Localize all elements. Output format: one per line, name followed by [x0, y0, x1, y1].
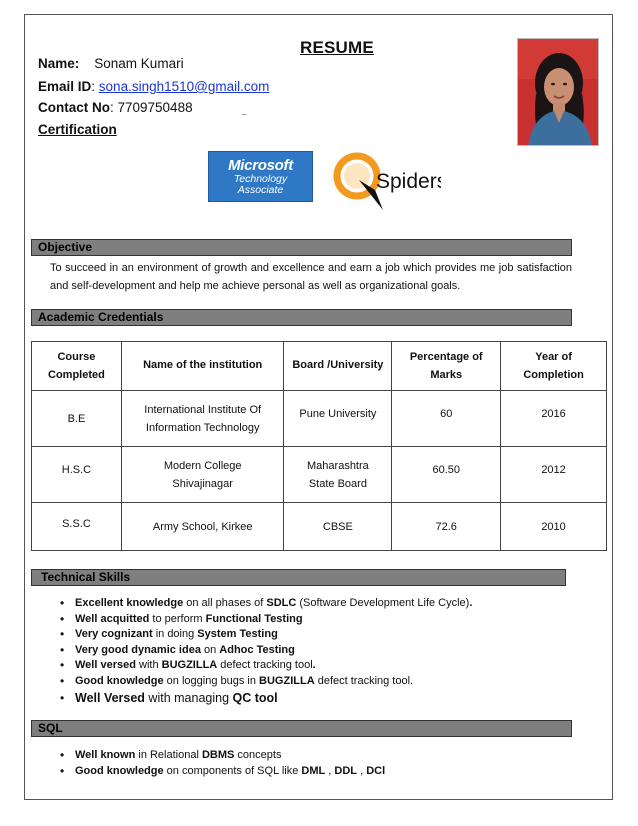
list-item: • Excellent knowledge on all phases of SDLC (Software Development Life Cycle). — [60, 596, 472, 612]
cell-year: 2012 — [501, 447, 607, 503]
microsoft-logo-sub1: Technology — [233, 173, 288, 185]
contact-label: Contact No — [38, 100, 110, 115]
technical-skills-list — [60, 596, 472, 708]
list-item: • Well Versed with managing QC tool — [60, 689, 472, 708]
list-item: • Well known in Relational DBMS concepts — [60, 748, 385, 764]
cell-course: S.S.C — [32, 503, 122, 551]
cell-board: Maharashtra State Board — [284, 447, 392, 503]
sql-list — [60, 748, 385, 779]
cell-year: 2010 — [501, 503, 607, 551]
profile-photo — [517, 38, 599, 146]
list-item: • Good knowledge on logging bugs in BUGZILLA defect tracking tool. — [60, 674, 472, 690]
stray-mark: _ — [242, 106, 247, 115]
contact-value: : 7709750488 — [110, 100, 193, 115]
objective-text: To succeed in an environment of growth and excellence and earn a job which provides me job satisfaction and self-development and help me achieve personal as well as organizational goals. — [50, 262, 572, 292]
list-item: • Good knowledge on components of SQL like DML , DDL , DCl — [60, 764, 385, 780]
cell-course: B.E — [32, 391, 122, 447]
academic-heading: Academic Credentials — [31, 309, 572, 326]
academic-table — [31, 341, 607, 551]
qspiders-logo-text: Spiders — [376, 170, 441, 193]
technical-skills-heading: Technical Skills — [31, 569, 566, 586]
list-item: • Well acquitted to perform Functional Testing — [60, 612, 472, 628]
sql-heading: SQL — [31, 720, 572, 737]
name-label: Name: — [38, 56, 80, 71]
col-header-course: Course Completed — [32, 342, 122, 391]
objective-heading: Objective — [31, 239, 572, 256]
cell-institution: Army School, Kirkee — [121, 503, 284, 551]
resume-title: RESUME — [300, 38, 374, 57]
list-item: • Well versed with BUGZILLA defect tracking tool. — [60, 658, 472, 674]
col-header-institution: Name of the institution — [121, 342, 284, 391]
email-label: Email ID — [38, 79, 92, 94]
cell-percentage: 60 — [392, 391, 501, 447]
cell-percentage: 60.50 — [392, 447, 501, 503]
cell-board: Pune University — [284, 391, 392, 447]
name-value: Sonam Kumari — [94, 56, 184, 71]
certification-heading: Certification — [38, 122, 117, 137]
list-item: • Very good dynamic idea on Adhoc Testing — [60, 643, 472, 659]
cell-percentage: 72.6 — [392, 503, 501, 551]
table-row — [32, 503, 607, 551]
table-row — [32, 391, 607, 447]
microsoft-logo-sub2: Associate — [237, 184, 284, 196]
cell-institution: Modern College Shivajinagar — [121, 447, 284, 503]
cell-year: 2016 — [501, 391, 607, 447]
name-line — [38, 56, 184, 71]
email-colon: : — [91, 79, 99, 94]
col-header-year: Year of Completion — [501, 342, 607, 391]
email-link[interactable]: sona.singh1510@gmail.com — [98, 79, 270, 94]
qspiders-logo — [331, 152, 441, 212]
table-row — [32, 447, 607, 503]
cell-board: CBSE — [284, 503, 392, 551]
email-line — [38, 79, 269, 94]
microsoft-logo-name: Microsoft — [228, 157, 293, 174]
cell-institution: International Institute Of Information Technology — [121, 391, 284, 447]
col-header-percentage: Percentage of Marks — [392, 342, 501, 391]
contact-line — [38, 100, 193, 115]
list-item: • Very cognizant in doing System Testing — [60, 627, 472, 643]
microsoft-technology-associate-logo — [208, 151, 313, 202]
cell-course: H.S.C — [32, 447, 122, 503]
col-header-board: Board /University — [284, 342, 392, 391]
table-header-row — [32, 342, 607, 391]
